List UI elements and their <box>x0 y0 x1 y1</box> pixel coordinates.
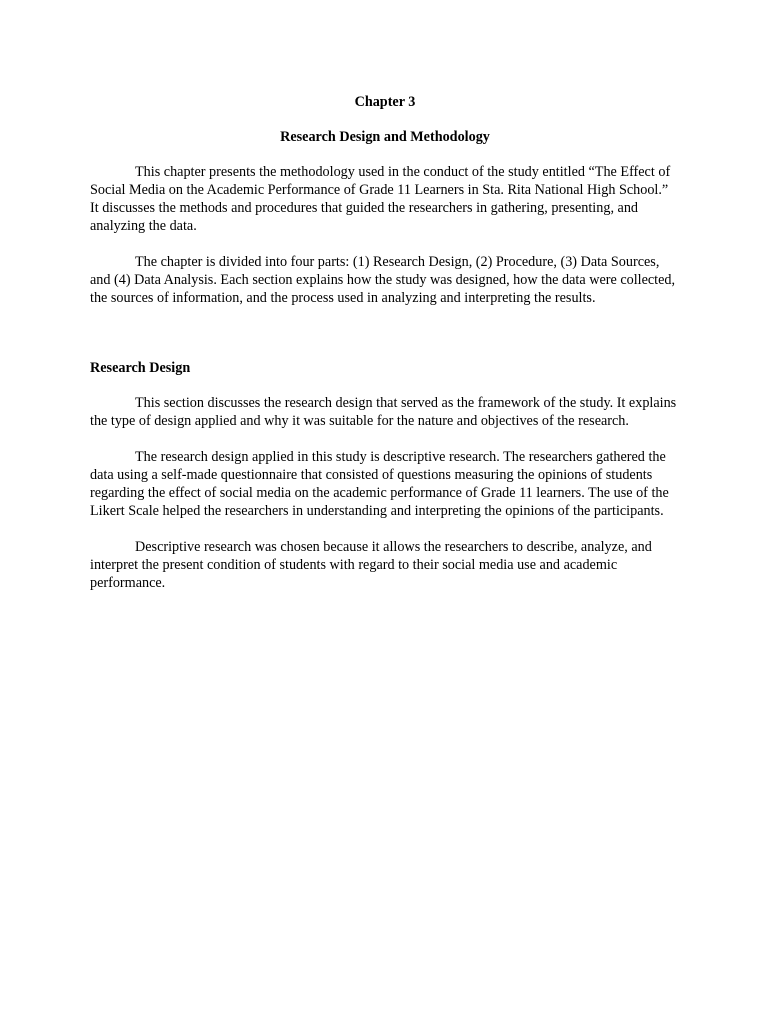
section-paragraph: This section discusses the research design that served as the framework of the study. It explains the type of design applied and why it was suitable for the nature and objectives of the research. <box>90 395 677 429</box>
document-page <box>90 93 680 610</box>
chapter-subtitle: Research Design and Methodology <box>280 129 490 145</box>
intro-paragraph: The chapter is divided into four parts: (1) Research Design, (2) Procedure, (3) Data Sources, and (4) Data Analysis. Each section explains how the study was designed, how the data were collected, the sources of information, and the process used in analyzing and interpreting the results. <box>90 254 676 306</box>
section-paragraph: The research design applied in this study is descriptive research. The researchers gathered the data using a self-made questionnaire that consisted of questions measuring the opinions of students regarding the effect of social media on the academic performance of Grade 11 learners. The use of the Likert Scale helped the researchers in understanding and interpreting the opinions of the participants. <box>90 449 669 519</box>
chapter-title: Chapter 3 <box>354 94 416 110</box>
section-heading: Research Design <box>90 360 191 376</box>
intro-paragraph: This chapter presents the methodology used in the conduct of the study entitled “The Effect of Social Media on the Academic Performance of Grade 11 Learners in Sta. Rita National High School.” It discusses the methods and procedures that guided the researchers in gathering, presenting, and analyzing the data. <box>90 164 671 234</box>
section-paragraph: Descriptive research was chosen because it allows the researchers to describe, analyze, and interpret the present condition of students with regard to their social media use and academic performance. <box>90 539 652 591</box>
